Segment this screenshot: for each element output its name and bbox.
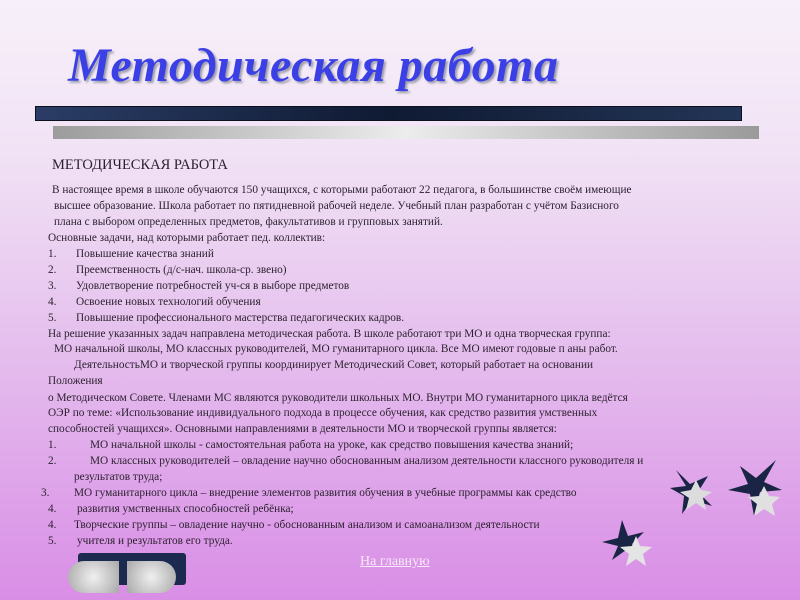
list-number: 2. bbox=[48, 264, 57, 276]
text-line: Положения bbox=[48, 375, 103, 387]
prev-button[interactable] bbox=[68, 561, 119, 593]
text-line: высшее образование. Школа работает по пятидневной рабочей неделе. Учебный план разработан с учётом Базисного bbox=[54, 200, 619, 212]
list-item: МО классных руководителей – овладение научно обоснованным анализом деятельности классного руководителя и bbox=[90, 455, 644, 467]
text-line: о Методическом Совете. Членами МС являются руководители школьных МО. Внутри МО гуманитарного цикла ведётся bbox=[48, 392, 628, 404]
list-number: 4. bbox=[48, 503, 57, 515]
list-item: Удовлетворение потребностей уч-ся в выборе предметов bbox=[76, 280, 350, 292]
home-link[interactable]: На главную bbox=[360, 554, 430, 569]
list-item: Освоение новых технологий обучения bbox=[76, 296, 261, 308]
list-item: МО начальной школы - самостоятельная работа на уроке, как средство повышения качества знаний; bbox=[90, 439, 574, 451]
star-icon bbox=[600, 516, 656, 568]
list-number: 5. bbox=[48, 312, 57, 324]
list-item: Творческие группы – овладение научно - обоснованным анализом и самоанализом деятельности bbox=[74, 519, 540, 531]
list-item: развития умственных способностей ребёнка; bbox=[77, 503, 294, 515]
text-line: В настоящее время в школе обучаются 150 учащихся, с которыми работают 22 педагога, в большинстве своём имеющие bbox=[52, 184, 632, 196]
divider-dark bbox=[35, 106, 742, 121]
next-button[interactable] bbox=[127, 561, 176, 593]
list-number: 4. bbox=[48, 519, 57, 531]
list-item: учителя и результатов его труда. bbox=[77, 535, 233, 547]
text-line: ДеятельностьМО и творческой группы координирует Методический Совет, который работает на основании bbox=[74, 359, 594, 371]
star-icon bbox=[724, 460, 784, 520]
list-number: 3. bbox=[41, 487, 50, 499]
divider-silver bbox=[53, 126, 759, 139]
list-number: 1. bbox=[48, 439, 57, 451]
list-item: Преемственность (д/с-нач. школа-ср. звено) bbox=[76, 264, 287, 276]
text-line: плана с выбором определенных предметов, факультативов и групповых занятий. bbox=[54, 216, 443, 228]
list-number: 4. bbox=[48, 296, 57, 308]
list-item: МО гуманитарного цикла – внедрение элементов развития обучения в учебные программы как средство bbox=[74, 487, 577, 499]
list-item: результатов труда; bbox=[74, 471, 163, 483]
list-number: 1. bbox=[48, 248, 57, 260]
text-line: способностей учащихся». Основными направлениями в деятельности МО и творческой группы является: bbox=[48, 423, 557, 435]
list-item: Повышение профессионального мастерства педагогических кадров. bbox=[76, 312, 405, 324]
list-number: 5. bbox=[48, 535, 57, 547]
text-line: На решение указанных задач направлена методическая работа. В школе работают три МО и одна творческая группа: bbox=[48, 328, 611, 340]
star-icon bbox=[668, 466, 718, 516]
list-item: Повышение качества знаний bbox=[76, 248, 214, 260]
text-line: ОЭР по теме: «Использование индивидуального подхода в процессе обучения, как средство развития умственных bbox=[48, 407, 598, 419]
page-title: Методическая работа bbox=[68, 39, 559, 92]
text-line: Основные задачи, над которыми работает пед. коллектив: bbox=[48, 232, 326, 244]
list-number: 3. bbox=[48, 280, 57, 292]
section-heading: МЕТОДИЧЕСКАЯ РАБОТА bbox=[52, 157, 228, 173]
text-line: МО начальной школы, МО классных руководителей, МО гуманитарного цикла. Все МО имеют годовые п аны работ. bbox=[54, 343, 618, 355]
list-number: 2. bbox=[48, 455, 57, 467]
